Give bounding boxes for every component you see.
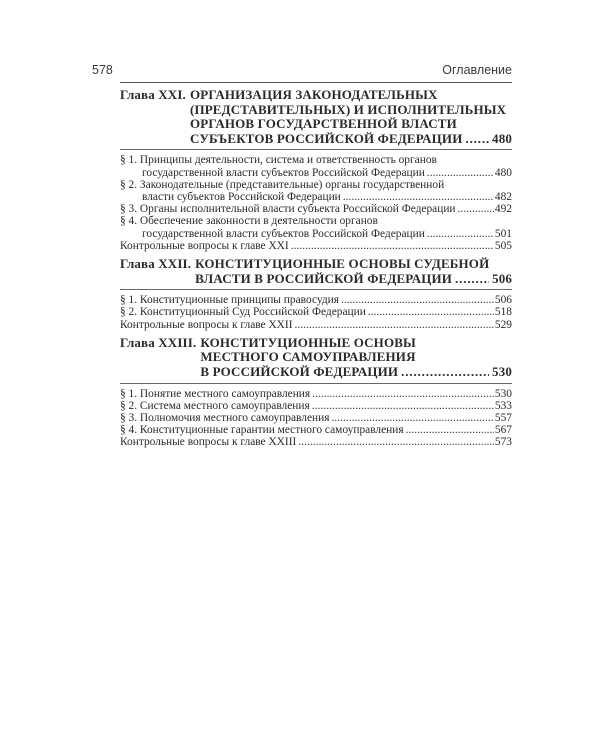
chapter-title: ОРГАНОВ ГОСУДАРСТВЕННОЙ ВЛАСТИ	[189, 116, 457, 132]
entry-line	[120, 294, 512, 306]
toc-entry	[120, 306, 512, 318]
chapter-title-line	[120, 117, 512, 132]
entry-line	[120, 436, 512, 448]
entry-line	[120, 228, 512, 240]
leader-dots	[427, 167, 494, 179]
chapter-rule	[120, 383, 512, 384]
entry-text: § 1. Принципы деятельности, система и ответственность органов	[120, 154, 437, 167]
leader-dots	[465, 132, 489, 147]
chapter-heading	[120, 88, 512, 150]
chapter-title: КОНСТИТУЦИОННЫЕ ОСНОВЫ	[200, 334, 416, 350]
header-rule	[120, 82, 512, 83]
chapter-title: В РОССИЙСКОЙ ФЕДЕРАЦИИ	[200, 363, 399, 379]
entry-line	[120, 167, 512, 179]
entry-line	[120, 388, 512, 400]
chapter-title-line	[120, 272, 512, 287]
leader-dots	[331, 412, 493, 424]
chapter-title: МЕСТНОГО САМОУПРАВЛЕНИЯ	[200, 349, 416, 365]
entry-text: государственной власти субъектов Российской Федерации	[142, 227, 425, 240]
entry-text: Контрольные вопросы к главе XXI	[120, 239, 289, 252]
chapter-group	[120, 336, 512, 449]
entry-line	[120, 203, 512, 215]
chapter-number: Глава XXII.	[120, 256, 192, 271]
chapter-heading	[120, 257, 512, 290]
chapter-title-line	[120, 132, 512, 147]
leader-dots	[343, 191, 494, 203]
chapter-page: 530	[492, 363, 512, 379]
entry-line	[120, 424, 512, 436]
chapter-page: 480	[492, 130, 512, 146]
toc-entry	[120, 179, 512, 203]
leader-dots	[298, 436, 494, 448]
chapter-title: КОНСТИТУЦИОННЫЕ ОСНОВЫ СУДЕБНОЙ	[195, 256, 490, 271]
toc-entry	[120, 319, 512, 331]
toc-entry	[120, 412, 512, 424]
toc-entry	[120, 240, 512, 252]
entry-text: § 1. Понятие местного самоуправления	[120, 387, 311, 400]
entry-text: § 2. Законодательные (представительные) органы государственной	[120, 178, 445, 191]
toc-entry	[120, 400, 512, 412]
leader-dots	[341, 294, 494, 306]
chapter-rule	[120, 289, 512, 290]
running-title: Оглавление	[442, 63, 512, 77]
chapter-title-line	[120, 336, 512, 351]
section-list	[120, 154, 512, 252]
chapter-title-line	[120, 350, 512, 365]
leader-dots	[368, 306, 494, 318]
chapter-title: (ПРЕДСТАВИТЕЛЬНЫХ) И ИСПОЛНИТЕЛЬНЫХ	[189, 101, 507, 117]
entry-text: § 3. Органы исполнительной власти субъекта Российской Федерации	[120, 203, 456, 216]
toc-entry	[120, 215, 512, 239]
entry-text: § 4. Обеспечение законности в деятельности органов	[120, 215, 378, 228]
entry-page: 518	[494, 306, 512, 319]
chapter-title-line	[120, 88, 512, 103]
entry-line	[120, 306, 512, 318]
toc-entry	[120, 203, 512, 215]
entry-page: 567	[494, 424, 512, 437]
table-of-contents	[120, 88, 512, 454]
entry-page: 530	[494, 387, 512, 400]
leader-dots	[312, 388, 494, 400]
chapter-group	[120, 88, 512, 252]
entry-page: 506	[494, 294, 512, 307]
entry-line	[120, 191, 512, 203]
leader-dots	[295, 319, 494, 331]
toc-entry	[120, 294, 512, 306]
entry-line	[120, 400, 512, 412]
entry-text: государственной власти субъектов Российской Федерации	[142, 166, 425, 179]
chapter-number: Глава XXIII.	[120, 334, 197, 350]
section-list	[120, 388, 512, 449]
toc-entry	[120, 436, 512, 448]
entry-page: 505	[494, 239, 512, 252]
entry-page: 573	[494, 436, 512, 449]
chapter-title: ОРГАНИЗАЦИЯ ЗАКОНОДАТЕЛЬНЫХ	[189, 87, 438, 102]
entry-text: § 2. Конституционный Суд Российской Федерации	[120, 306, 366, 319]
section-list	[120, 294, 512, 331]
entry-line	[120, 154, 512, 166]
entry-text: § 1. Конституционные принципы правосудия	[120, 294, 339, 307]
entry-line	[120, 319, 512, 331]
entry-page: 533	[494, 399, 512, 412]
chapter-page: 506	[492, 270, 512, 286]
toc-entry	[120, 388, 512, 400]
chapter-title: СУБЪЕКТОВ РОССИЙСКОЙ ФЕДЕРАЦИИ	[189, 130, 463, 146]
entry-line	[120, 240, 512, 252]
entry-page: 557	[494, 411, 512, 424]
entry-line	[120, 179, 512, 191]
chapter-number: Глава XXI.	[120, 87, 186, 102]
leader-dots	[401, 365, 489, 380]
chapter-title-line	[120, 257, 512, 272]
chapter-heading	[120, 336, 512, 384]
leader-dots	[458, 203, 494, 215]
running-header	[92, 63, 512, 81]
entry-text: Контрольные вопросы к главе XXIII	[120, 436, 297, 449]
toc-entry	[120, 424, 512, 436]
entry-text: § 2. Система местного самоуправления	[120, 399, 310, 412]
leader-dots	[455, 272, 489, 287]
entry-page: 529	[494, 318, 512, 331]
entry-line	[120, 215, 512, 227]
entry-page: 482	[494, 190, 512, 203]
entry-line	[120, 412, 512, 424]
entry-text: Контрольные вопросы к главе XXII	[120, 318, 293, 331]
chapter-title-line	[120, 103, 512, 118]
entry-text: власти субъектов Российской Федерации	[142, 190, 341, 203]
toc-entry	[120, 154, 512, 178]
entry-text: § 4. Конституционные гарантии местного самоуправления	[120, 424, 404, 437]
page-number: 578	[92, 63, 113, 77]
entry-text: § 3. Полномочия местного самоуправления	[120, 411, 330, 424]
entry-page: 501	[494, 227, 512, 240]
chapter-group	[120, 257, 512, 331]
entry-page: 480	[494, 166, 512, 179]
chapter-title: ВЛАСТИ В РОССИЙСКОЙ ФЕДЕРАЦИИ	[195, 270, 453, 286]
leader-dots	[406, 424, 494, 436]
chapter-title-line	[120, 365, 512, 380]
chapter-rule	[120, 149, 512, 150]
leader-dots	[291, 240, 494, 252]
leader-dots	[312, 400, 494, 412]
leader-dots	[427, 228, 494, 240]
entry-page: 492	[494, 203, 512, 216]
